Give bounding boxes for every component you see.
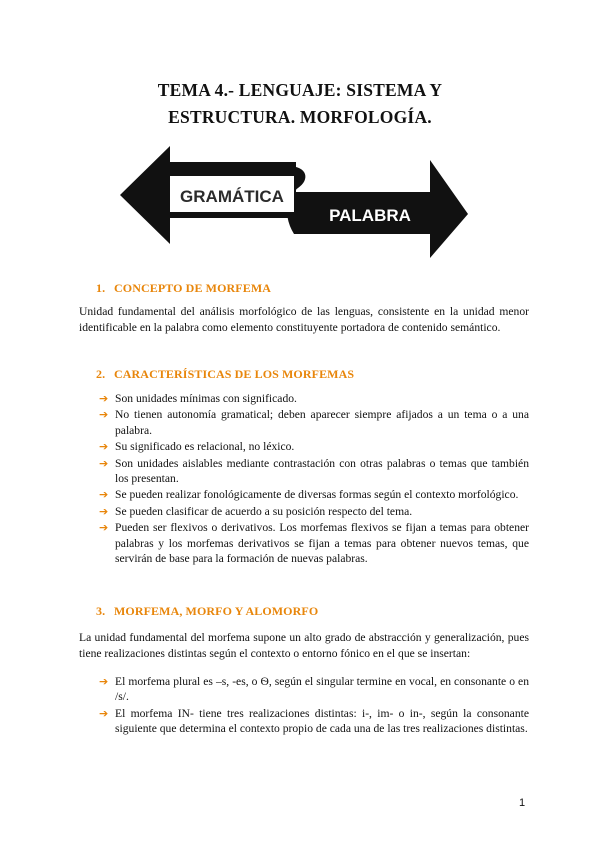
section-heading-2 xyxy=(96,367,354,382)
grammar-word-banner xyxy=(118,138,472,258)
page-number: 1 xyxy=(519,797,526,809)
section-heading-3 xyxy=(96,604,318,619)
allomorph-list xyxy=(101,674,529,738)
section-heading-1 xyxy=(96,281,271,296)
arrow-right-icon: ➔ xyxy=(99,706,109,720)
characteristics-list xyxy=(101,391,529,567)
banner-right-label: PALABRA xyxy=(329,206,411,225)
list-item: ➔ Se pueden clasificar de acuerdo a su posición respecto del tema. xyxy=(99,504,413,518)
list-item: ➔ No tienen autonomía gramatical; deben aparecer siempre afijados a un tema o a una palabra. xyxy=(99,408,529,437)
section-title: CONCEPTO DE MORFEMA xyxy=(114,281,272,295)
arrow-right-icon: ➔ xyxy=(99,440,109,454)
section-title: MORFEMA, MORFO Y ALOMORFO xyxy=(114,604,319,618)
list-item: ➔ El morfema IN- tiene tres realizaciones distintas: i-, im- o in-, según la consonante siguiente que determina el contexto propio de cada una de las tres realizaciones distintas. xyxy=(99,706,529,736)
banner-left-label: GRAMÁTICA xyxy=(180,187,284,206)
list-item: ➔ Pueden ser flexivos o derivativos. Los morfemas flexivos se fijan a temas para obtener palabras y los morfemas derivativos se fijan a temas para obtener nuevos temas, que servirán de base para la formación de nuevas palabras. xyxy=(99,521,529,566)
section-number: 1. xyxy=(96,281,106,295)
list-item: ➔ Se pueden realizar fonológicamente de diversas formas según el contexto morfológico. xyxy=(99,488,519,502)
list-item: ➔ Son unidades mínimas con significado. xyxy=(99,392,297,405)
list-item: ➔ Su significado es relacional, no léxico. xyxy=(99,440,295,454)
section-number: 2. xyxy=(96,367,106,381)
arrow-right-icon: ➔ xyxy=(99,456,109,470)
list-item: ➔ Son unidades aislables mediante contrastación con otras palabras o temas que también los presentan. xyxy=(99,456,529,486)
list-item: ➔ El morfema plural es –s, -es, o Ѳ, según el singular termine en vocal, en consonante o en /s/. xyxy=(99,675,529,704)
section-1-paragraph: Unidad fundamental del análisis morfológico de las lenguas, consistente en la unidad menor identificable en la palabra como elemento constituyente portadora de contenido semántico. xyxy=(79,305,529,334)
page-title-line-1: TEMA 4.- LENGUAJE: SISTEMA Y xyxy=(157,80,443,100)
arrow-right-icon: ➔ xyxy=(99,521,109,535)
arrow-right-icon: ➔ xyxy=(99,408,109,422)
arrow-right-icon: ➔ xyxy=(99,392,109,405)
section-title: CARACTERÍSTICAS DE LOS MORFEMAS xyxy=(114,367,355,381)
arrow-right-icon: ➔ xyxy=(99,504,109,518)
section-3-paragraph: La unidad fundamental del morfema supone un alto grado de abstracción y generalización, pues tiene realizaciones distintas según el contexto o entorno fónico en el que se insertan: xyxy=(79,631,529,660)
section-number: 3. xyxy=(96,604,106,618)
arrow-right-icon: ➔ xyxy=(99,488,109,502)
arrow-right-icon: ➔ xyxy=(99,675,109,688)
page-title-line-2: ESTRUCTURA. MORFOLOGÍA. xyxy=(168,107,432,127)
